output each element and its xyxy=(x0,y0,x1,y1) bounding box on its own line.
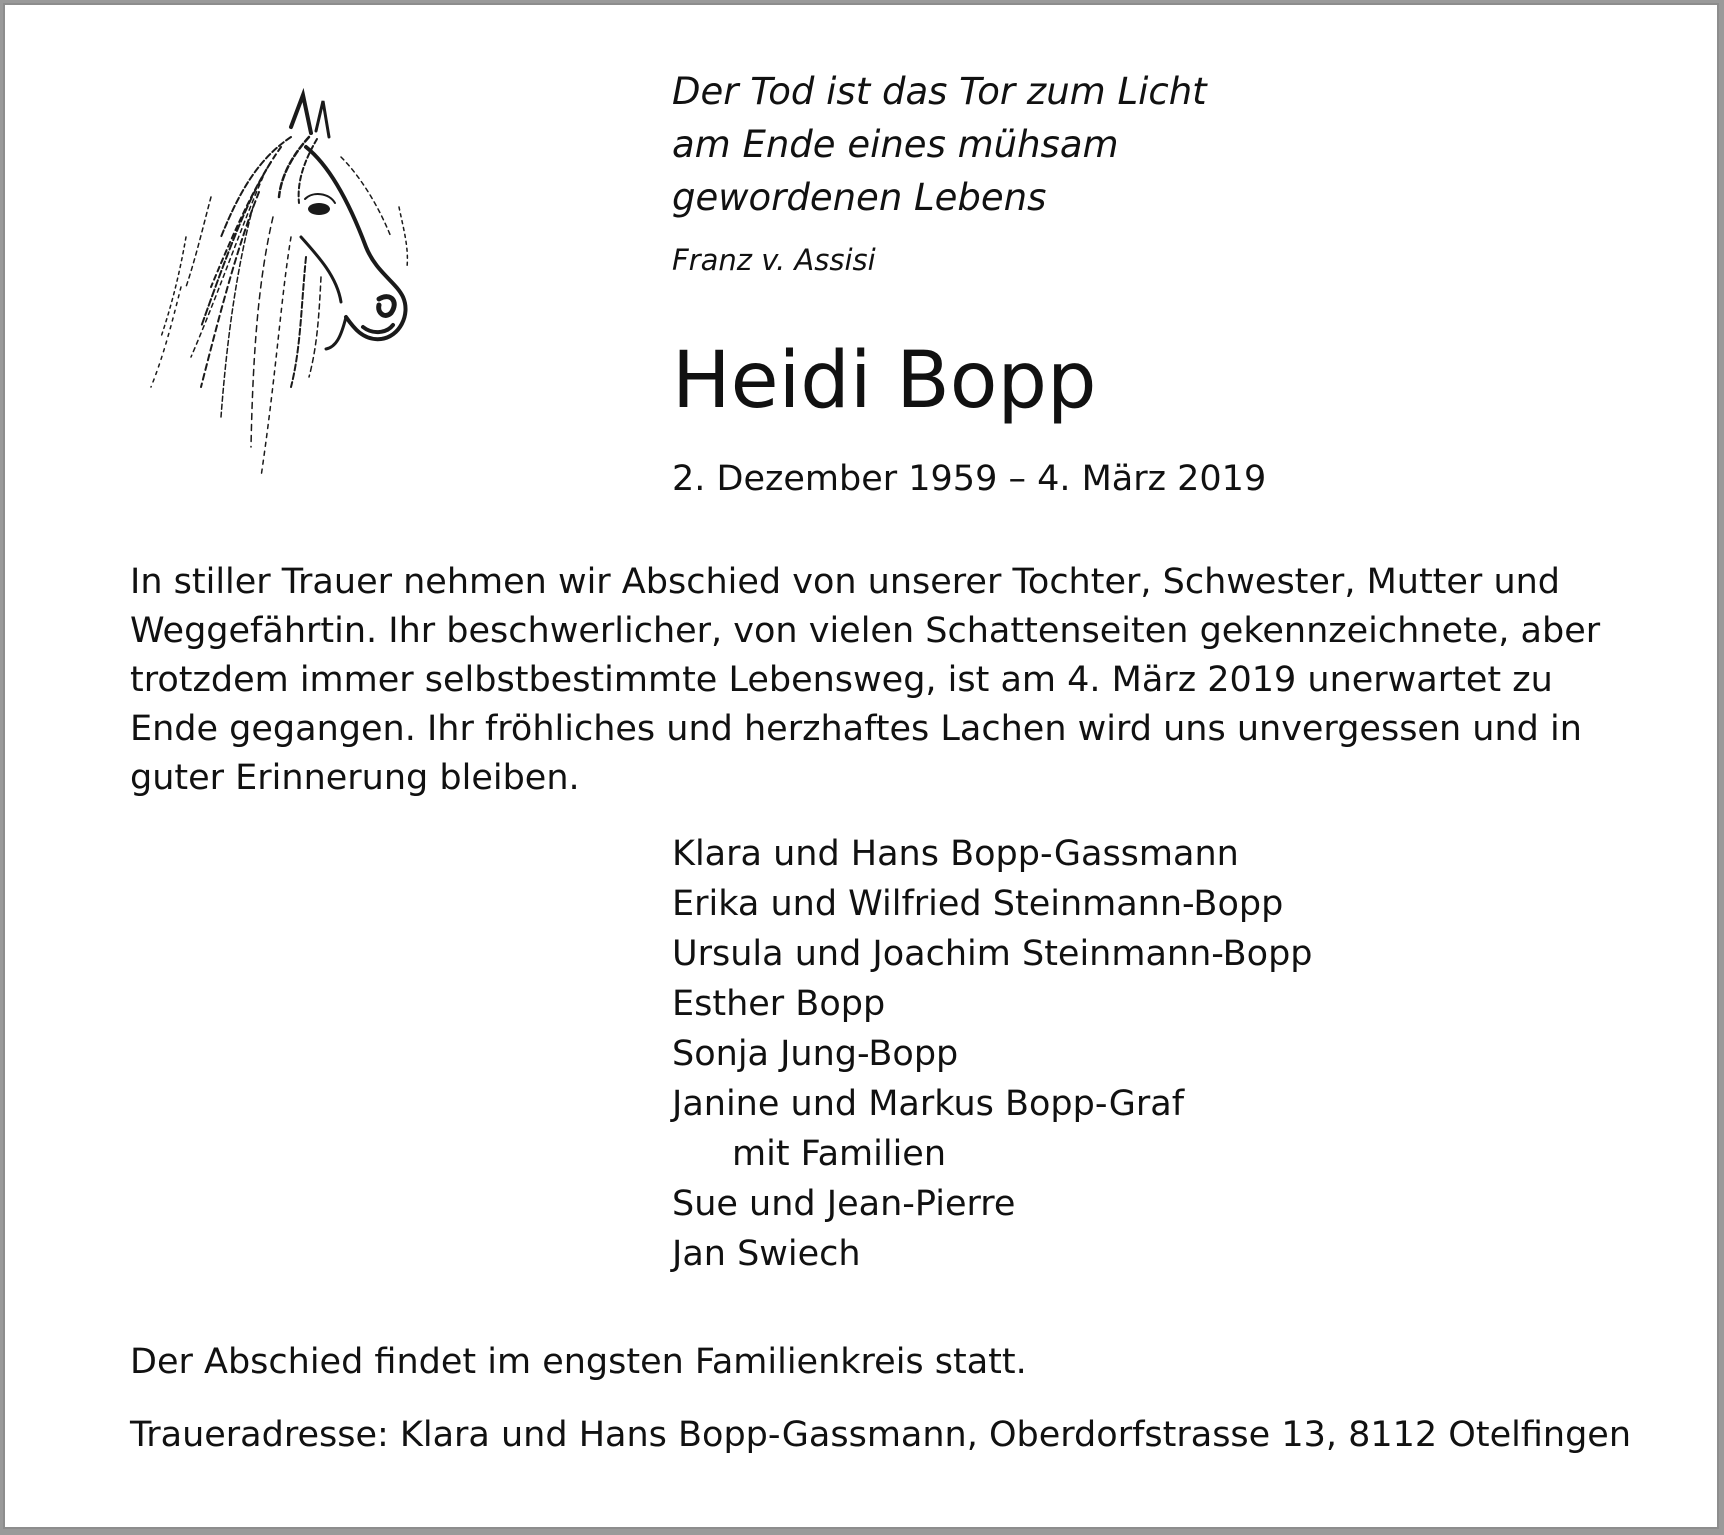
announcement-line: Weggefährtin. Ihr beschwerlicher, von vielen Schattenseiten gekennzeichnete, aber xyxy=(130,611,1601,651)
life-dates: 2. Dezember 1959 – 4. März 2019 xyxy=(672,459,1267,499)
announcement-line: guter Erinnerung bleiben. xyxy=(130,758,580,798)
announcement-line: Ende gegangen. Ihr fröhliches und herzhaftes Lachen wird uns unvergessen und in xyxy=(130,709,1582,749)
horse-head-drawing-icon xyxy=(141,87,471,487)
mourner-entry: Klara und Hans Bopp-Gassmann xyxy=(672,834,1239,874)
quote-line: am Ende eines mühsam xyxy=(672,123,1119,166)
announcement-line: In stiller Trauer nehmen wir Abschied von unserer Tochter, Schwester, Mutter und xyxy=(130,562,1561,602)
mourning-address: Traueradresse: Klara und Hans Bopp-Gassmann, Oberdorfstrasse 13, 8112 Otelfingen xyxy=(130,1415,1632,1455)
mourner-entry: Erika und Wilfried Steinmann-Bopp xyxy=(672,884,1284,924)
quote-source: Franz v. Assisi xyxy=(672,243,876,277)
quote xyxy=(672,65,1207,224)
mourner-entry: Esther Bopp xyxy=(672,984,886,1024)
mourner-entry: Jan Swiech xyxy=(672,1234,861,1274)
mourners-list xyxy=(672,829,1313,1279)
obituary-notice xyxy=(3,3,1719,1529)
announcement-text xyxy=(130,558,1600,803)
mourner-entry: Ursula und Joachim Steinmann-Bopp xyxy=(672,934,1313,974)
farewell-note: Der Abschied findet im engsten Familienkreis statt. xyxy=(130,1342,1027,1382)
quote-line: Der Tod ist das Tor zum Licht xyxy=(672,70,1207,113)
announcement-line: trotzdem immer selbstbestimmte Lebensweg, ist am 4. März 2019 unerwartet zu xyxy=(130,660,1553,700)
mourner-entry: mit Familien xyxy=(732,1134,947,1174)
quote-line: gewordenen Lebens xyxy=(672,176,1047,219)
mourner-entry: Janine und Markus Bopp-Graf xyxy=(672,1084,1185,1124)
mourner-entry: Sue und Jean-Pierre xyxy=(672,1184,1016,1224)
deceased-name: Heidi Bopp xyxy=(672,336,1097,426)
mourner-entry: Sonja Jung-Bopp xyxy=(672,1034,959,1074)
